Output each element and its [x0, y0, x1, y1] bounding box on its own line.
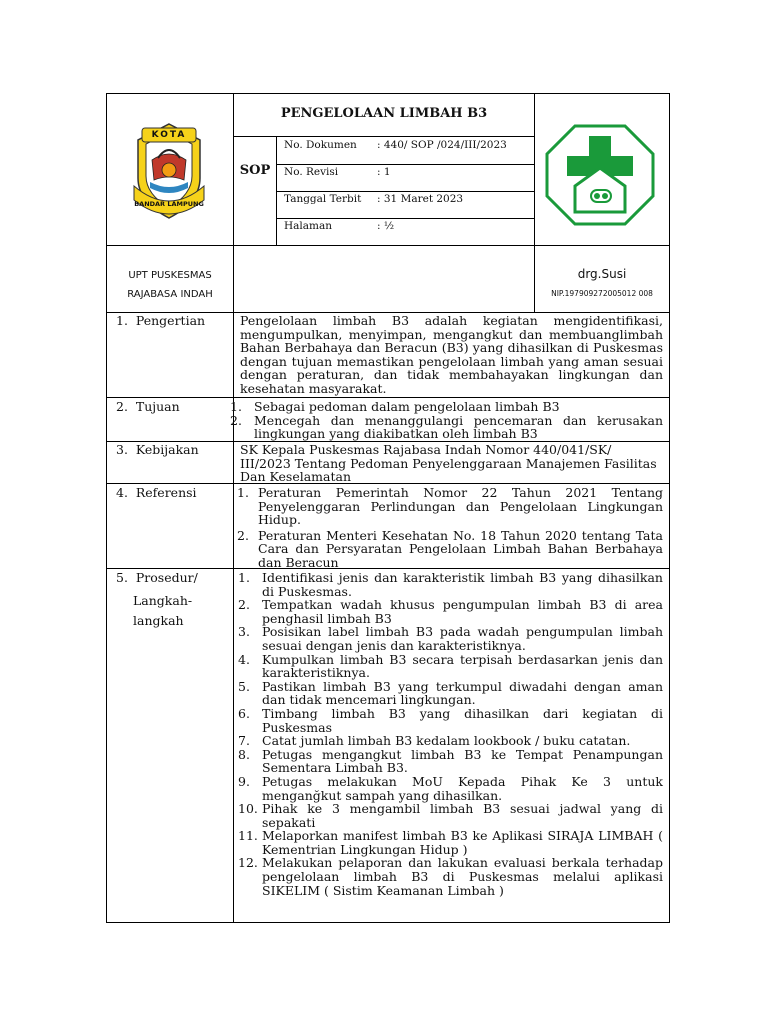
list-item: 7. Catat jumlah limbah B3 kedalam lookbook / buku catatan.	[238, 733, 631, 749]
signer-nip: NIP.197909272005012 008	[551, 289, 653, 298]
list-item: 1. Peraturan Pemerintah Nomor 22 Tahun 2021 Tentang Penyelenggaran Perlindungan dan Pengelolaan Lingkungan Hidup.	[237, 485, 663, 528]
logo-top-text: KOTA	[151, 130, 187, 140]
prosedur-list	[238, 571, 663, 897]
tujuan-list	[230, 400, 663, 441]
divider-section-1	[106, 397, 670, 398]
page-label: Halaman	[284, 220, 333, 232]
section-label-prosedur-2: Langkah-	[133, 593, 193, 608]
issue-date-value: : 31 Maret 2023	[377, 193, 464, 205]
list-item: 3. Posisikan label limbah B3 pada wadah pengumpulan limbah sesuai dengan jenis dan karakteristiknya.	[238, 624, 663, 653]
section-label-referensi: 4. Referensi	[116, 485, 197, 500]
list-item: 2. Mencegah dan menanggulangi pencemaran dan kerusakan lingkungan yang diakibatkan oleh limbah B3	[230, 412, 663, 442]
kebijakan-text: SK Kepala Puskesmas Rajabasa Indah Nomor 440/041/SK/ III/2023 Tentang Pedoman Penyelenggaraan Manajemen Fasilitas Dan Keselamatan	[240, 442, 657, 485]
section-label-tujuan: 2. Tujuan	[116, 399, 180, 414]
table-border-right	[669, 93, 670, 923]
org-name-line2: RAJABASA INDAH	[127, 289, 213, 300]
divider-header-v1	[233, 93, 234, 312]
list-item: 8. Petugas mengangkut limbah B3 ke Tempat Penampungan Sementara Limbah B3.	[238, 746, 663, 776]
signer-name: drg.Susi	[577, 267, 627, 281]
org-name-line1: UPT PUSKESMAS	[128, 270, 212, 281]
pengertian-text: Pengelolaan limbah B3 adalah kegiatan mengidentifikasi, mengumpulkan, menyimpan, mengangkut dan membuanglimbah Bahan Berbahaya dan Beracun (B3) yang dihasilkan di Puskesmas dengan tujuan memastikan pengelolaan limbah yang aman sesuai dengan peraturan, dan tidak membahayakan lingkungan dan kesehatan masyarakat.	[240, 313, 663, 396]
list-item: 12. Melakukan pelaporan dan lakukan evaluasi berkala terhadap pengelolaan limbah B3 di Puskesmas melalui aplikasi SIKELIM ( Sistim Keamanan Limbah )	[238, 855, 663, 898]
list-item: 4. Kumpulkan limbah B3 secara terpisah berdasarkan jenis dan karakteristiknya.	[238, 651, 663, 681]
page-value: : ½	[377, 220, 395, 232]
sop-label: SOP	[239, 163, 271, 178]
divider-row2	[276, 191, 534, 192]
doc-number-label: No. Dokumen	[284, 139, 357, 151]
document-title: PENGELOLAAN LIMBAH B3	[280, 106, 488, 121]
table-border-left	[106, 93, 107, 923]
table-border-bottom	[106, 922, 670, 923]
list-item: 11. Melaporkan manifest limbah B3 ke Aplikasi SIRAJA LIMBAH ( Kementrian Lingkungan Hidup )	[238, 828, 663, 857]
divider-row3	[276, 218, 534, 219]
list-item: 5. Pastikan limbah B3 yang terkumpul diwadahi dengan aman dan tidak mencemari lingkungan.	[238, 678, 663, 708]
revision-value: : 1	[377, 166, 391, 178]
section-label-pengertian: 1. Pengertian	[116, 313, 206, 328]
table-border-top	[106, 93, 670, 94]
list-item: 6. Timbang limbah B3 yang dihasilkan dari kegiatan di Puskesmas	[238, 705, 663, 735]
list-item: 1. Identifikasi jenis dan karakteristik limbah B3 yang dihasilkan di Puskesmas.	[238, 570, 663, 599]
list-item: 2. Tempatkan wadah khusus pengumpulan limbah B3 di area penghasil limbah B3	[238, 597, 663, 626]
issue-date-label: Tanggal Terbit	[284, 193, 362, 205]
revision-label: No. Revisi	[284, 166, 339, 178]
divider-title	[233, 136, 534, 137]
puskesmas-logo	[545, 124, 655, 226]
list-item: 10. Pihak ke 3 mengambil limbah B3 sesuai jadwal yang di sepakati	[238, 801, 663, 830]
doc-number-value: : 440/ SOP /024/III/2023	[377, 139, 507, 151]
section-label-kebijakan: 3. Kebijakan	[116, 442, 199, 457]
section-label-prosedur: 5. Prosedur/	[116, 570, 198, 585]
logo-bottom-text: BANDAR LAMPUNG	[134, 200, 204, 208]
divider-header-bottom	[106, 245, 670, 246]
bandar-lampung-logo	[128, 120, 210, 224]
list-item: 2. Peraturan Menteri Kesehatan No. 18 Tahun 2020 tentang Tata Cara dan Persyaratan Pengelolaan Limbah Bahan Berbahaya dan Beracun	[237, 527, 663, 570]
list-item: 9. Petugas melakukan MoU Kepada Pihak Ke 3 untuk menganğkut sampah yang dihasilkan.	[238, 773, 663, 803]
referensi-list	[237, 486, 663, 570]
list-item: 1. Sebagai pedoman dalam pengelolaan limbah B3	[230, 399, 560, 414]
section-label-prosedur-3: langkah	[133, 613, 184, 628]
divider-row1	[276, 164, 534, 165]
